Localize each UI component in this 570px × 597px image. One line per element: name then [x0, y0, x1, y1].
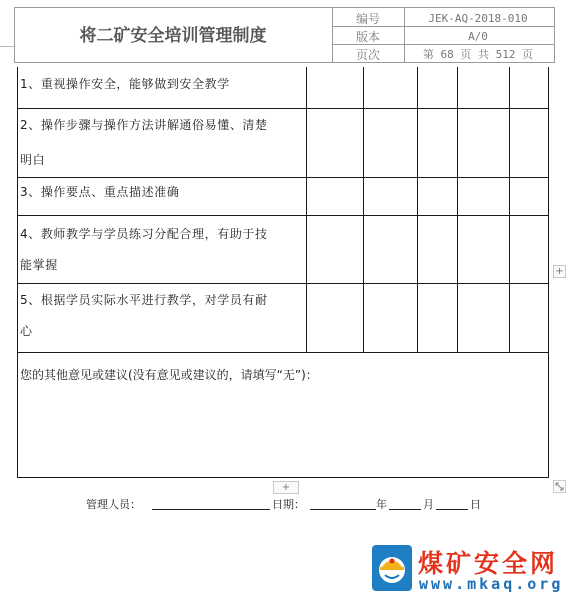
criteria-item-2: 2、操作步骤与操作方法讲解通俗易懂、清楚 明白 — [20, 118, 268, 167]
resize-arrows-icon — [554, 481, 565, 492]
document-title: 将二矿安全培训管理制度 — [79, 25, 267, 46]
criteria-item-5: 5、根据学员实际水平进行教学，对学员有耐 心 — [20, 293, 268, 338]
page-value: 第 68 页 共 512 页 — [422, 48, 534, 61]
month-label: 月 — [423, 498, 434, 511]
version-label: 版本 — [355, 29, 380, 44]
criteria-item-4: 4、教师教学与学员练习分配合理，有助于技 能掌握 — [20, 227, 268, 272]
day-label: 日 — [470, 498, 481, 511]
date-label: 日期： — [272, 498, 305, 511]
page-label: 页次 — [355, 47, 380, 62]
rating-cell[interactable] — [307, 67, 363, 108]
add-column-handle[interactable]: + — [553, 265, 566, 278]
day-blank[interactable] — [436, 509, 468, 510]
manager-label: 管理人员： — [86, 498, 141, 511]
signature-line — [86, 493, 486, 513]
document-header — [0, 0, 570, 67]
criteria-item-1: 1、重视操作安全，能够做到安全教学 — [20, 77, 230, 91]
code-label: 编号 — [355, 11, 380, 26]
site-url: www.mkaq.org — [419, 575, 564, 593]
site-watermark — [372, 545, 567, 593]
opinion-input-area[interactable] — [18, 387, 548, 476]
miner-helmet-logo-icon — [372, 545, 412, 591]
evaluation-table — [17, 67, 549, 478]
month-blank[interactable] — [389, 509, 421, 510]
year-blank[interactable] — [310, 509, 376, 510]
add-row-handle[interactable]: + — [273, 481, 299, 494]
site-name: 煤矿安全网 — [418, 549, 559, 578]
table-resize-icon[interactable] — [553, 480, 566, 493]
other-opinion-prompt: 您的其他意见或建议(没有意见或建议的，请填写“无”)： — [20, 368, 318, 382]
year-label: 年 — [376, 498, 387, 511]
code-value: JEK-AQ-2018-010 — [428, 11, 528, 25]
manager-blank[interactable] — [152, 509, 270, 510]
criteria-item-3: 3、操作要点、重点描述准确 — [20, 185, 180, 199]
version-value: A/0 — [468, 29, 488, 43]
